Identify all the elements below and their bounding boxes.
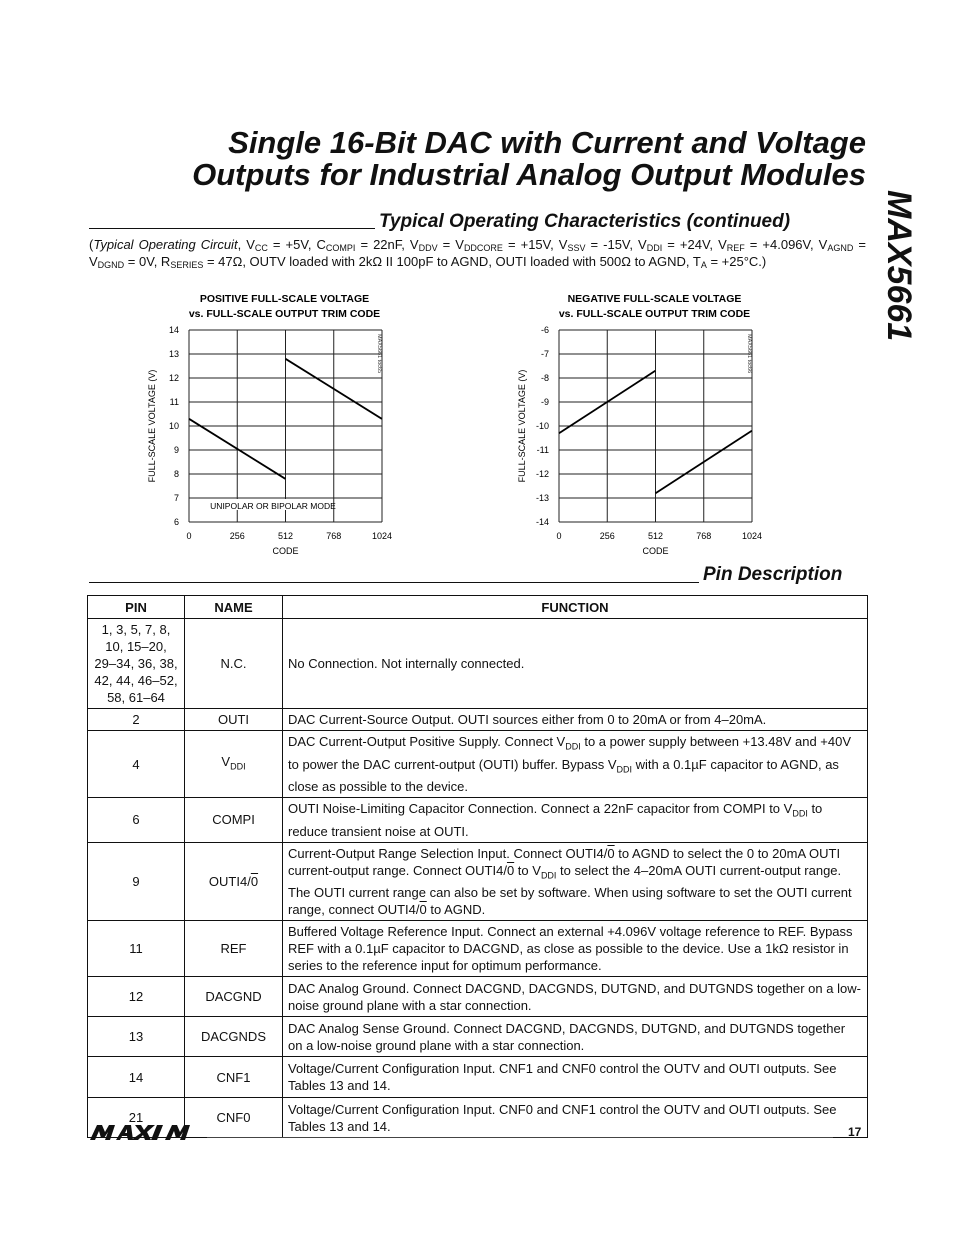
y-tick-label: 6 xyxy=(173,517,179,527)
chart-title-line-1: POSITIVE FULL-SCALE VOLTAGE xyxy=(199,293,370,305)
pin-cell: 13 xyxy=(88,1017,185,1057)
x-tick-label: 256 xyxy=(229,531,245,541)
pin-section-title: Pin Description xyxy=(703,564,843,585)
pin-cell: 9 xyxy=(88,842,185,921)
function-cell: DAC Current-Output Positive Supply. Connect $V_{DDI}$ to a power supply between +13.48V and +40V to power the DAC current-output (OUTI) buffer. Bypass $V_{DDI}$ with a 0.1µF capacitor to AGND, as close as possible to the device. xyxy=(283,731,868,798)
x-tick-label: 1024 xyxy=(371,531,393,541)
function-cell: Voltage/Current Configuration Input. CNF1 and CNF0 control the OUTV and OUTI outputs. See Tables 13 and 14. xyxy=(283,1057,868,1098)
y-tick-label: 10 xyxy=(168,421,179,431)
table-row xyxy=(88,1017,868,1057)
table-row xyxy=(88,977,868,1017)
name-cell: $V_{DDI}$ xyxy=(185,731,283,798)
footer-rule xyxy=(207,1137,833,1138)
pin-cell: 4 xyxy=(88,731,185,798)
pin-cell: 11 xyxy=(88,921,185,977)
operating-conditions: (Typical Operating Circuit, $V_{CC} = +5V$, $C_{COMPI} = 22nF$, $V_{DDV} = V_{DDCORE} = +15V$, $V_{SSV} = -15V$, $V_{DDI} = +24V$, $V_{REF} = +4.096V$, $V_{AGND} = V_{DGND} = 0V$, $R_{SERIES} = 47\Omega$, OUTV loaded with 2kΩ II 100pF to AGND, OUTI loaded with 500Ω to AGND, $T_A = +25^\circ C$.) xyxy=(89,237,866,270)
table-row xyxy=(88,842,868,921)
function-cell: No Connection. Not internally connected. xyxy=(283,619,868,709)
table-row xyxy=(88,921,868,977)
pin-cell: 1, 3, 5, 7, 8, 10, 15–20, 29–34, 36, 38, 42, 44, 46–52, 58, 61–64 xyxy=(88,619,185,709)
x-tick-label: 0 xyxy=(186,531,192,541)
page-number: 17 xyxy=(848,1125,862,1139)
part-number: MAX5661 xyxy=(880,190,918,342)
table-header-row xyxy=(88,596,868,619)
name-cell: OUTI xyxy=(185,709,283,731)
x-axis-label: CODE xyxy=(642,546,669,556)
pin-description-table xyxy=(87,595,868,1138)
chart-negative-full-scale xyxy=(510,284,790,560)
toc-section-title: Typical Operating Characteristics (continued) xyxy=(379,211,791,232)
chart-title-line-2: vs. FULL-SCALE OUTPUT TRIM CODE xyxy=(558,308,751,320)
pin-cell: 2 xyxy=(88,709,185,731)
name-cell: REF xyxy=(185,921,283,977)
function-cell: Buffered Voltage Reference Input. Connect an external +4.096V voltage reference to REF. Bypass REF with a 0.1µF capacitor to DACGND, as close as possible to the device. Use a 1kΩ resistor in series to the reference input for optimum performance. xyxy=(283,921,868,977)
y-tick-label: 13 xyxy=(168,349,179,359)
chart-title-line-1: NEGATIVE FULL-SCALE VOLTAGE xyxy=(567,293,742,305)
section-rule xyxy=(89,228,375,229)
title-line-2: Outputs for Industrial Analog Output Modules xyxy=(192,157,866,192)
table-row xyxy=(88,709,868,731)
header-function: FUNCTION xyxy=(283,596,868,619)
name-cell: COMPI xyxy=(185,798,283,843)
x-tick-label: 256 xyxy=(599,531,615,541)
name-cell: N.C. xyxy=(185,619,283,709)
y-axis-label: FULL-SCALE VOLTAGE (V) xyxy=(517,369,527,483)
y-tick-label: 14 xyxy=(168,325,179,335)
table-row xyxy=(88,798,868,843)
name-cell: DACGND xyxy=(185,977,283,1017)
y-tick-label: 9 xyxy=(173,445,179,455)
y-tick-label: -13 xyxy=(535,493,549,503)
figure-id: MAX5661 toc66 xyxy=(746,334,752,374)
name-cell: CNF0 xyxy=(185,1098,283,1138)
figure-id: MAX5661 toc65 xyxy=(376,334,382,374)
x-tick-label: 0 xyxy=(556,531,562,541)
chart-title-line-2: vs. FULL-SCALE OUTPUT TRIM CODE xyxy=(188,308,381,320)
table-row xyxy=(88,731,868,798)
maxim-logo xyxy=(88,1123,198,1146)
part-number-sidebar xyxy=(874,190,924,400)
function-cell: Current-Output Range Selection Input. Connect OUTI4/0 to AGND to select the 0 to 20mA OUTI current-output range. Connect OUTI4/0 to $V_{DDI}$ to select the 4–20mA OUTI current-output range. The OUTI current range can also be set by software. When using software to set the OUTI current range, connect OUTI4/0 to AGND. xyxy=(283,842,868,921)
y-tick-label: -7 xyxy=(540,349,549,359)
y-tick-label: -12 xyxy=(535,469,549,479)
x-tick-label: 512 xyxy=(647,531,664,541)
chart-positive-full-scale xyxy=(140,284,420,560)
pin-cell: 14 xyxy=(88,1057,185,1098)
name-cell: DACGNDS xyxy=(185,1017,283,1057)
pin-cell: 6 xyxy=(88,798,185,843)
table-row xyxy=(88,1057,868,1098)
y-tick-label: -11 xyxy=(536,445,549,455)
y-tick-label: 7 xyxy=(173,493,179,503)
table-row xyxy=(88,1098,868,1138)
x-tick-label: 768 xyxy=(696,531,712,541)
annotation-label: UNIPOLAR OR BIPOLAR MODE xyxy=(210,501,336,511)
y-tick-label: -9 xyxy=(540,397,549,407)
function-cell: DAC Analog Ground. Connect DACGND, DACGNDS, DUTGND, and DUTGNDS together on a low-noise ground plane with a star connection. xyxy=(283,977,868,1017)
name-cell: CNF1 xyxy=(185,1057,283,1098)
y-axis-label: FULL-SCALE VOLTAGE (V) xyxy=(147,369,157,483)
x-tick-label: 512 xyxy=(277,531,294,541)
header-name: NAME xyxy=(185,596,283,619)
function-cell: Voltage/Current Configuration Input. CNF0 and CNF1 control the OUTV and OUTI outputs. See Tables 13 and 14. xyxy=(283,1098,868,1138)
x-tick-label: 768 xyxy=(326,531,342,541)
pin-cell: 12 xyxy=(88,977,185,1017)
table-row xyxy=(88,619,868,709)
y-tick-label: 8 xyxy=(173,469,179,479)
section-rule xyxy=(89,582,699,583)
y-tick-label: -6 xyxy=(540,325,549,335)
y-tick-label: 12 xyxy=(168,373,179,383)
title-line-1: Single 16-Bit DAC with Current and Voltage xyxy=(228,125,866,160)
document-title xyxy=(90,127,866,191)
maxim-logo-mark xyxy=(88,1123,198,1141)
function-cell: OUTI Noise-Limiting Capacitor Connection. Connect a 22nF capacitor from COMPI to $V_{DDI}$ to reduce transient noise at OUTI. xyxy=(283,798,868,843)
x-tick-label: 1024 xyxy=(741,531,763,541)
y-tick-label: -8 xyxy=(540,373,549,383)
function-cell: DAC Current-Source Output. OUTI sources either from 0 to 20mA or from 4–20mA. xyxy=(283,709,868,731)
header-pin: PIN xyxy=(88,596,185,619)
y-tick-label: 11 xyxy=(169,397,179,407)
y-tick-label: -10 xyxy=(535,421,549,431)
name-cell: OUTI4/0 xyxy=(185,842,283,921)
function-cell: DAC Analog Sense Ground. Connect DACGND, DACGNDS, DUTGND, and DUTGNDS together on a low-noise ground plane with a star connection. xyxy=(283,1017,868,1057)
y-tick-label: -14 xyxy=(535,517,549,527)
pin-cell: 21 xyxy=(88,1098,185,1138)
x-axis-label: CODE xyxy=(272,546,299,556)
